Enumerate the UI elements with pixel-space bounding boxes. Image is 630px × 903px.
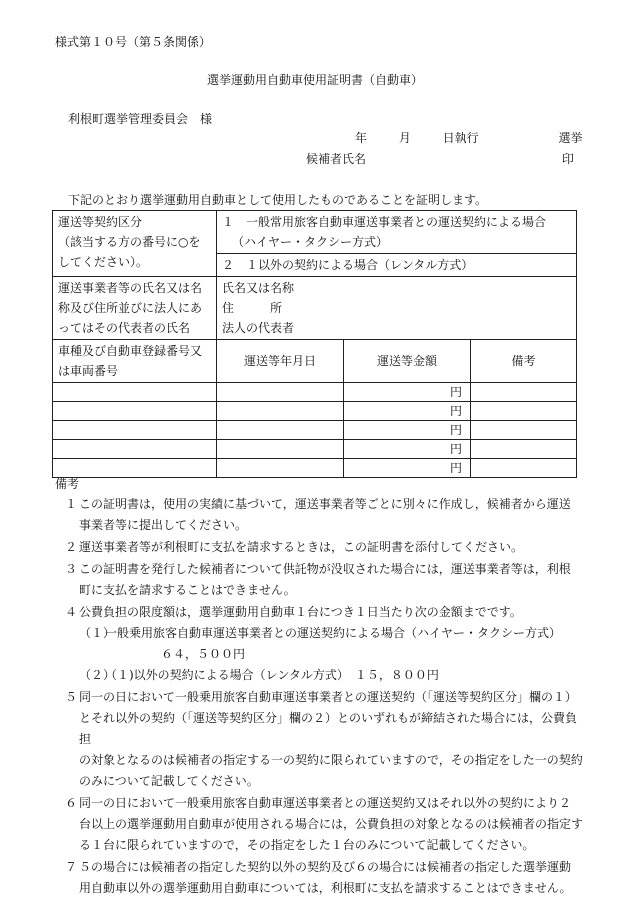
table-row [53,440,577,459]
contract-label-line: （該当する方の番号に○を [58,235,201,249]
amount-cell[interactable] [344,440,471,459]
candidate-line [306,151,574,167]
date-cell[interactable] [217,421,344,440]
col-vehicle-line: 車種及び自動車登録番号又 [58,344,203,358]
note-line: 同一の日において一般乗用旅客自動車運送事業者との運送契約又はそれ以外の契約により２ [79,796,572,811]
subitem-number: （１） [79,626,116,641]
table-row [53,459,577,478]
contract-option-1-line: １ 一般常用旅客自動車運送事業者との運送契約による場合 [222,215,547,229]
date-day: 日執行 [442,131,479,145]
operator-rep-label: 法人の代表者 [222,321,295,335]
operator-name-label: 氏名又は名称 [222,281,295,295]
note-item [55,602,583,686]
contract-row [53,211,577,254]
table-row [53,421,577,440]
intro-text: 下記のとおり選挙運動用自動車として使用したものであることを証明します。 [68,193,488,207]
seal-mark: 印 [561,152,574,166]
remarks-cell[interactable] [471,421,577,440]
note-line: 同一の日において一般乗用旅客自動車運送事業者との運送契約（「運送等契約区分」欄の１） [79,690,578,705]
yen-unit: 円 [449,461,462,475]
note-item [55,793,583,856]
note-line: 運送事業者等が利根町に支払を請求するときは，この証明書を添付してください。 [79,540,524,555]
note-item [55,687,583,792]
candidate-label: 候補者氏名 [306,152,367,166]
operator-label-cell [53,277,217,340]
col-vehicle-header [53,340,217,383]
note-number: ６ [65,796,78,811]
document-title: 選挙運動用自動車使用証明書（自動車） [206,73,423,87]
date-cell[interactable] [217,383,344,402]
operator-row [53,277,577,340]
vehicle-cell[interactable] [53,421,217,440]
remarks-cell[interactable] [471,459,577,478]
remarks-cell[interactable] [471,383,577,402]
yen-unit: 円 [449,423,462,437]
note-number: ５ [65,690,78,705]
operator-label-line: 称及び住所並びに法人にあ [58,301,203,315]
form-number: 様式第１０号（第５条関係） [55,35,212,49]
certificate-table [52,210,577,478]
contract-option-1-line: （ハイヤー・タクシー方式） [232,235,389,249]
date-month: 月 [398,131,411,145]
note-line: る１台に限られていますので，その指定をした１台のみについて記載してください。 [79,838,535,853]
date-year: 年 [355,131,368,145]
contract-option-2[interactable]: ２ １以外の契約による場合（レンタル方式） [217,254,577,277]
date-cell[interactable] [217,402,344,421]
contract-option-1[interactable] [217,211,577,254]
note-line: 町に支払を請求することはできません。 [79,583,296,598]
yen-unit: 円 [449,404,462,418]
yen-unit: 円 [449,385,462,399]
column-header-row [53,340,577,383]
operator-address-label: 住 所 [222,301,283,315]
notes-section [55,476,583,899]
vehicle-cell[interactable] [53,402,217,421]
note-line: の対象となるのは候補者の指定する一の契約に限られていますので，その指定をした一の契約 [79,753,583,768]
note-line: この証明書を発行した候補者について供託物が没収された場合には，運送事業者等は，利根 [79,562,571,577]
note-line: のみについて記載してください。 [79,774,259,789]
contract-label-line: 運送等契約区分 [58,215,143,229]
table-row [53,383,577,402]
remarks-cell[interactable] [471,402,577,421]
addressee: 利根町選挙管理委員会 様 [68,112,213,126]
amount-cell[interactable] [344,402,471,421]
remarks-cell[interactable] [471,440,577,459]
note-item [55,559,583,601]
note-number: ２ [65,540,78,555]
note-number: ３ [65,562,78,577]
note-subitem [79,665,583,686]
election-label: 選挙 [558,131,583,145]
operator-fields-cell[interactable] [217,277,577,340]
note-line: 台以上の選挙運動用自動車が使用される場合には，公費負担の対象となるのは候補者の指定す [79,817,584,832]
table-row [53,402,577,421]
col-remarks-header: 備考 [471,340,577,383]
note-line: 用自動車以外の選挙運動用自動車については，利根町に支払を請求することはできません。 [79,881,572,896]
note-item [55,537,583,558]
contract-label-line: してください）。 [58,255,149,269]
col-vehicle-line: は車両番号 [58,364,119,378]
election-date-line [355,130,583,146]
note-line: 事業者等に提出してください。 [79,518,248,533]
vehicle-cell[interactable] [53,440,217,459]
note-line: とそれ以外の契約（「運送等契約区分」欄の２）とのいずれもが締結された場合には，公費負担 [79,711,578,747]
contract-label-cell [53,211,217,277]
note-item [55,857,583,899]
note-line: （１)以外の契約による場合（レンタル方式） １５，８００円 [105,668,439,683]
note-line: 公費負担の限度額は，選挙運動用自動車１台につき１日当たり次の金額までです。 [79,605,522,620]
note-number: １ [65,497,78,512]
vehicle-cell[interactable] [53,459,217,478]
note-line: この証明書は，使用の実績に基づいて，運送事業者等ごとに別々に作成し，候補者から運送 [79,497,571,512]
operator-label-line: ってはその代表者の氏名 [58,321,191,335]
yen-unit: 円 [449,442,462,456]
col-date-header: 運送等年月日 [217,340,344,383]
note-line: ５の場合には候補者の指定した契約以外の契約及び６の場合には候補者の指定した選挙運動 [79,860,572,875]
limit-amount: ６４，５００円 [161,647,246,662]
note-item [55,494,583,536]
note-number: ７ [65,860,78,875]
amount-cell[interactable] [344,459,471,478]
note-number: ４ [65,605,78,620]
notes-heading: 備考 [55,477,80,491]
vehicle-cell[interactable] [53,383,217,402]
subitem-number: （２） [79,668,116,683]
note-line: 一般乗用旅客自動車運送事業者との運送契約による場合（ハイヤー・タクシー方式） [105,626,562,641]
col-amount-header: 運送等金額 [344,340,471,383]
amount-cell[interactable] [344,421,471,440]
date-cell[interactable] [217,440,344,459]
amount-cell[interactable] [344,383,471,402]
operator-label-line: 運送事業者等の氏名又は名 [58,281,203,295]
note-subitem [79,623,583,665]
date-cell[interactable] [217,459,344,478]
